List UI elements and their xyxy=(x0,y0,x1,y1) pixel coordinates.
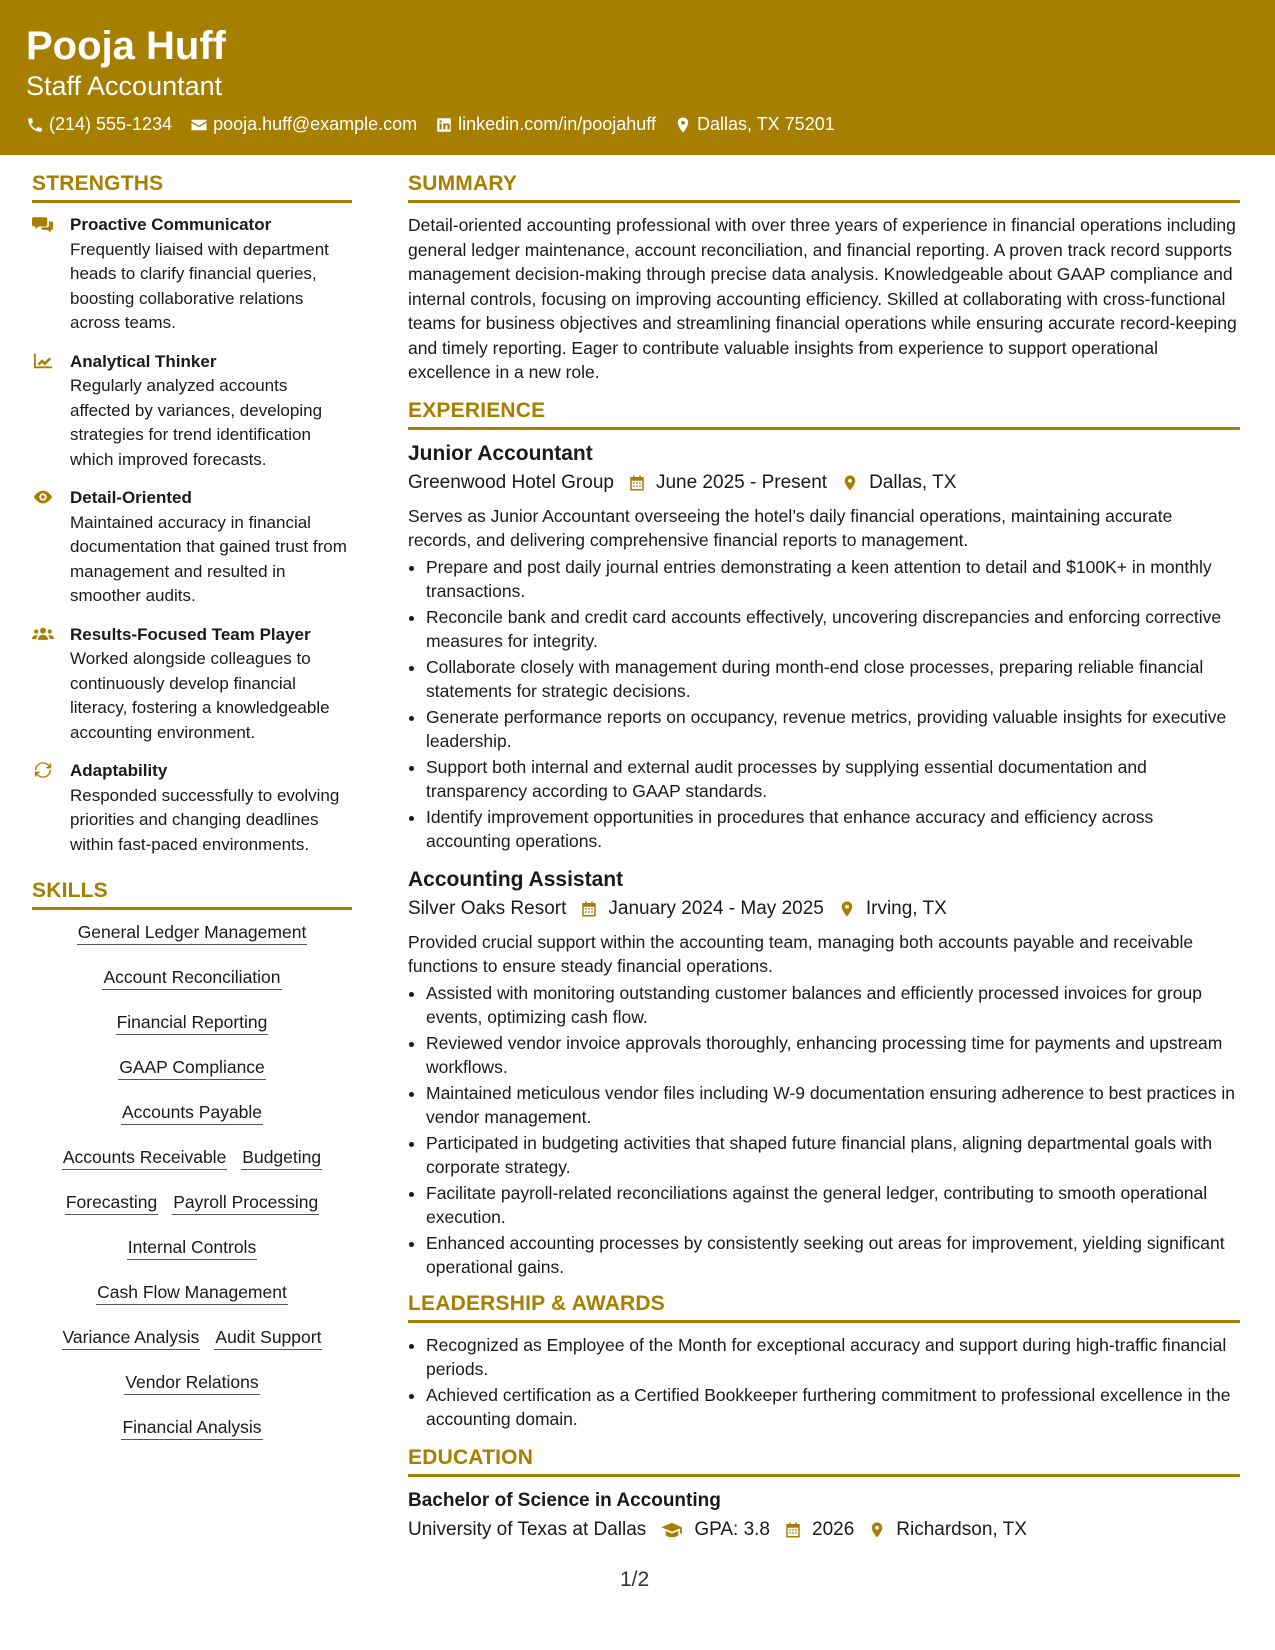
job-meta xyxy=(408,468,1240,498)
strength-title: Proactive Communicator xyxy=(70,215,272,234)
job-bullets xyxy=(408,555,1240,854)
job-bullet: • Identify improvement opportunities in procedures that enhance accuracy and efficiency across accounting operations. xyxy=(426,805,1240,854)
job-entry xyxy=(408,866,1240,1280)
job-dates: June 2025 - Present xyxy=(655,471,828,493)
skill-tag: Payroll Processing xyxy=(172,1190,319,1215)
contact-phone xyxy=(26,114,172,135)
skill-tag: Financial Reporting xyxy=(116,1010,269,1035)
leadership-heading: LEADERSHIP & AWARDS xyxy=(408,1292,1240,1323)
leadership-bullets xyxy=(408,1333,1240,1432)
page-number: 1/2 xyxy=(620,1568,650,1591)
linkedin-link[interactable]: linkedin.com/in/poojahuff xyxy=(458,114,656,134)
job-bullet: • Collaborate closely with management during month-end close processes, preparing reliable financial statements for strategic decisions. xyxy=(426,655,1240,704)
location-text: Dallas, TX 75201 xyxy=(696,114,835,134)
map-pin-icon xyxy=(868,1521,886,1539)
job-bullet: • Facilitate payroll-related reconciliations against the general ledger, contributing to smooth operational execution. xyxy=(426,1181,1240,1230)
skills-list xyxy=(32,920,352,1444)
graduation-cap-icon xyxy=(660,1521,684,1539)
strength-item xyxy=(32,623,352,746)
education-location: Richardson, TX xyxy=(896,1518,1027,1540)
phone-text: (214) 555-1234 xyxy=(49,114,173,134)
calendar-icon xyxy=(784,1521,802,1539)
job-title: Junior Accountant xyxy=(408,441,593,465)
chart-line-icon xyxy=(32,352,54,370)
job-entry xyxy=(408,440,1240,854)
skills-heading: SKILLS xyxy=(32,879,352,910)
comments-icon xyxy=(32,215,54,233)
job-description: Provided crucial support within the accounting team, managing both accounts payable and receivable functions to ensure steady financial operations. xyxy=(408,931,1194,976)
phone-icon xyxy=(26,116,44,134)
map-pin-icon xyxy=(838,900,856,918)
job-bullet: • Maintained meticulous vendor files including W-9 documentation ensuring adherence to best practices in vendor management. xyxy=(426,1081,1240,1130)
job-bullet: • Prepare and post daily journal entries demonstrating a keen attention to detail and $100K+ in monthly transactions. xyxy=(426,555,1240,604)
envelope-icon xyxy=(190,116,208,134)
job-bullet: • Participated in budgeting activities that shaped future financial plans, aligning departmental goals with corporate strategy. xyxy=(426,1131,1240,1180)
strength-item xyxy=(32,486,352,609)
experience-heading: EXPERIENCE xyxy=(408,399,1240,430)
skill-tag: Budgeting xyxy=(241,1145,322,1170)
contact-linkedin[interactable] xyxy=(435,114,656,135)
summary-heading: SUMMARY xyxy=(408,172,1240,203)
award-bullet: • Recognized as Employee of the Month for exceptional accuracy and support during high-traffic financial periods. xyxy=(426,1333,1240,1382)
right-column xyxy=(408,172,1240,1551)
strength-title: Results-Focused Team Player xyxy=(70,624,311,644)
summary-text: Detail-oriented accounting professional with over three years of experience in financial operations including general ledger maintenance, account reconciliation, and financial reporting. A proven track record supports management decision-making through precise data analysis. Knowledgeable about GAAP compliance and internal controls, focusing on improving accounting efficiency. Skilled at collaborating with cross-functional teams for business objectives and streamlining financial operations while ensuring accurate record-keeping and timely reporting. Eager to contribute valuable insights from experience to support operational excellence in a new role. xyxy=(408,215,1237,382)
education-heading: EDUCATION xyxy=(408,1446,1240,1477)
education-year: 2026 xyxy=(812,1518,855,1540)
contact-location xyxy=(674,114,835,135)
eye-icon xyxy=(32,488,54,506)
strength-text: Regularly analyzed accounts affected by variances, developing strategies for trend identification which improved forecasts. xyxy=(70,376,323,469)
skill-tag: Cash Flow Management xyxy=(96,1280,288,1305)
skill-tag: Internal Controls xyxy=(127,1235,257,1260)
skill-tag: GAAP Compliance xyxy=(118,1055,266,1080)
job-company: Greenwood Hotel Group xyxy=(408,471,614,493)
strength-text: Responded successfully to evolving priorities and changing deadlines within fast-paced environments. xyxy=(70,785,340,854)
job-dates: January 2024 - May 2025 xyxy=(608,897,824,919)
job-bullet: • Enhanced accounting processes by consistently seeking out areas for improvement, yielding significant operational gains. xyxy=(426,1231,1240,1280)
job-title: Accounting Assistant xyxy=(408,867,624,891)
strength-item xyxy=(32,350,352,473)
calendar-icon xyxy=(580,900,598,918)
skill-tag: Financial Analysis xyxy=(121,1415,262,1440)
job-bullet: • Reconcile bank and credit card accounts effectively, uncovering discrepancies and enforcing corrective measures for integrity. xyxy=(426,605,1240,654)
skill-tag: Account Reconciliation xyxy=(102,965,281,990)
map-pin-icon xyxy=(841,474,859,492)
strength-text: Frequently liaised with department heads to clarify financial queries, boosting collaborative relations across teams. xyxy=(70,239,329,332)
education-meta xyxy=(408,1515,1240,1545)
skill-tag: Audit Support xyxy=(214,1325,322,1350)
job-location: Irving, TX xyxy=(865,897,947,919)
education-gpa: GPA: 3.8 xyxy=(694,1518,770,1540)
linkedin-icon xyxy=(435,116,453,134)
strength-text: Worked alongside colleagues to continuously develop financial literacy, fostering a knowledgeable accounting environment. xyxy=(70,649,330,742)
strengths-heading: STRENGTHS xyxy=(32,172,352,203)
job-company: Silver Oaks Resort xyxy=(408,897,567,919)
job-meta xyxy=(408,894,1240,924)
job-bullet: • Support both internal and external audit processes by supplying essential documentation and transparency according to GAAP standards. xyxy=(426,755,1240,804)
strength-text: Maintained accuracy in financial documentation that gained trust from management and resulted in smoother audits. xyxy=(70,512,347,605)
email-link[interactable]: pooja.huff@example.com xyxy=(213,114,418,134)
skill-tag: Forecasting xyxy=(65,1190,158,1215)
job-bullet: • Reviewed vendor invoice approvals thoroughly, enhancing processing time for payments and upstream workflows. xyxy=(426,1031,1240,1080)
award-bullet: • Achieved certification as a Certified Bookkeeper furthering commitment to professional excellence in the accounting domain. xyxy=(426,1383,1240,1432)
candidate-name: Pooja Huff xyxy=(26,24,226,68)
candidate-title: Staff Accountant xyxy=(26,71,223,101)
job-location: Dallas, TX xyxy=(869,471,957,493)
job-bullet: • Assisted with monitoring outstanding customer balances and efficiently processed invoices for group events, optimizing cash flow. xyxy=(426,981,1240,1030)
strength-title: Detail-Oriented xyxy=(70,488,192,507)
strength-item xyxy=(32,213,352,336)
strength-title: Adaptability xyxy=(70,761,168,780)
map-pin-icon xyxy=(674,116,692,134)
education-degree: Bachelor of Science in Accounting xyxy=(408,1489,721,1511)
contact-email[interactable] xyxy=(190,114,417,135)
left-column xyxy=(32,172,352,1460)
education-school: University of Texas at Dallas xyxy=(408,1518,647,1540)
users-icon xyxy=(32,625,54,643)
calendar-icon xyxy=(628,474,646,492)
job-description: Serves as Junior Accountant overseeing the hotel’s daily financial operations, maintaining accurate records, and delivering comprehensive financial reports to management. xyxy=(408,505,1173,550)
contact-bar xyxy=(26,114,1249,135)
job-bullets xyxy=(408,981,1240,1280)
skill-tag: Accounts Payable xyxy=(121,1100,263,1125)
strength-title: Analytical Thinker xyxy=(70,351,217,371)
strength-item xyxy=(32,759,352,857)
skill-tag: Accounts Receivable xyxy=(62,1145,227,1170)
skill-tag: Variance Analysis xyxy=(62,1325,201,1350)
skill-tag: Vendor Relations xyxy=(124,1370,259,1395)
sync-icon xyxy=(32,761,54,779)
job-bullet: • Generate performance reports on occupancy, revenue metrics, providing valuable insights for executive leadership. xyxy=(426,705,1240,754)
resume-header xyxy=(0,0,1275,155)
skill-tag: General Ledger Management xyxy=(77,920,308,945)
